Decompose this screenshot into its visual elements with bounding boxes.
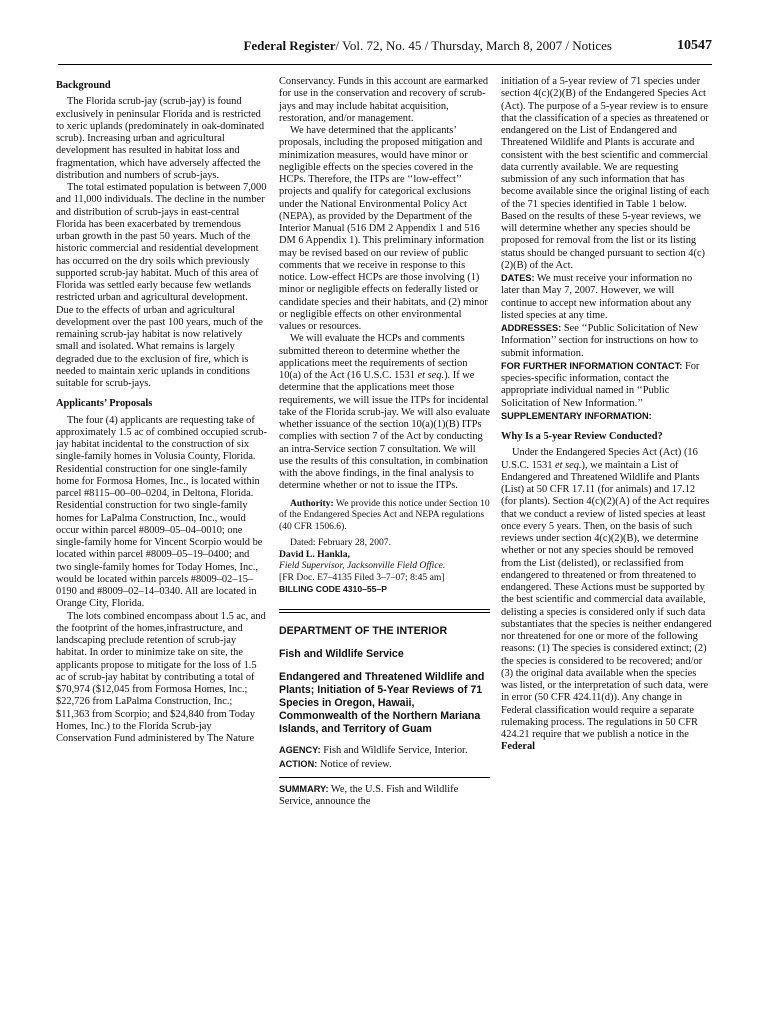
contact-line: FOR FURTHER INFORMATION CONTACT: For species-specific information, contact the appropriate individual named in ‘‘Public Solicitation of New Information.’’	[501, 360, 700, 409]
paragraph: Conservancy. Funds in this account are earmarked for use in the conservation and recovery of scrub-jays and may include habitat acquisition, restoration, and/or management.	[279, 76, 489, 124]
action-line: ACTION: Notice of review.	[279, 758, 392, 770]
header-title: Federal Register/ Vol. 72, No. 45 / Thursday, March 8, 2007 / Notices	[243, 38, 612, 53]
column-1	[56, 76, 267, 745]
agency-heading: Fish and Wildlife Service	[279, 648, 404, 661]
paragraph: initiation of a 5-year review of 71 species under section 4(c)(2)(B) of the Endangered Species Act (Act). The purpose of a 5-year review is to ensure that the classification of a species as threatened or endangered on the List of Endangered and Threatened Wildlife and Plants is accurate and consistent with the best scientific and commercial data currently available. We are requesting submission of any such information that has become available since the original listing of each of the 71 species identified in Table 1 below. Based on the results of these 5-year reviews, we will determine whether any species should be proposed for removal from the list or its listing status should be changed pursuant to section 4(c)(2)(B) of the Act.	[501, 76, 710, 271]
paragraph: The total estimated population is between 7,000 and 11,000 individuals. The decline in the number and distribution of scrub-jays in east-central Florida has been exacerbated by tremendous urban growth in the past 50 years. Much of the historic commercial and residential development has occurred on the dry soils which previously supported scrub-jay habitat. Much of this area of Florida was settled early because few wetlands restricted urban and agricultural development. Due to the effects of urban and agricultural development over the past 100 years, much of the remaining scrub-jay habitat is now relatively small and isolated. What remains is largely degraded due to the exclusion of fire, which is needed to maintain xeric uplands in conditions suitable for scrub-jays.	[56, 182, 267, 389]
paragraph: We will evaluate the HCPs and comments submitted thereon to determine whether the applications meet the requirements of section 10(a) of the Act (16 U.S.C. 1531 et seq.). If we determine that the applications meet those requirements, we will issue the ITPs for incidental take of the Florida scrub-jay. We will also evaluate whether issuance of the section 10(a)(1)(B) ITPs complies with section 7 of the Act by conducting an intra-Service section 7 consultation. We will use the results of this consultation, in combination with the above findings, in the final analysis to determine whether or not to issue the ITPs.	[279, 333, 490, 492]
addresses-line: ADDRESSES: See ‘‘Public Solicitation of New Information’’ section for instructions on how to submit information.	[501, 323, 699, 359]
agency-line: AGENCY: Fish and Wildlife Service, Interior.	[279, 745, 468, 757]
paragraph: The lots combined encompass about 1.5 ac, and the footprint of the homes,infrastructure, and landscaping preclude retention of scrub-jay habitat. In order to minimize take on site, the applicants propose to mitigate for the loss of 1.5 ac of scrub-jay habitat by contributing a total of $70,974 ($12,045 from Formosa Homes, Inc.; $22,726 from LaPalma Construction, Inc.; $11,363 from Scorpio; and $24,840 from Today Homes, Inc.) to the Florida Scrub-jay Conservation Fund administered by The Nature	[56, 610, 266, 744]
authority-note: Authority: We provide this notice under Section 10 of the Endangered Species Act and NEPA regulations (40 CFR 1506.6).	[279, 497, 490, 532]
page-number: 10547	[677, 38, 712, 53]
running-header	[58, 36, 712, 65]
billing-code: BILLING CODE 4310–55–P	[279, 584, 387, 594]
document-title: Endangered and Threatened Wildlife and Plants; Initiation of 5-Year Reviews of 71 Species in Oregon, Hawaii, Commonwealth of the Northern Mariana Islands, and Territory of Guam	[279, 671, 485, 736]
separator-rule	[279, 612, 490, 613]
dated-line: Dated: February 28, 2007.	[290, 537, 391, 548]
paragraph: Under the Endangered Species Act (Act) (16 U.S.C. 1531 et seq.), we maintain a List of Endangered and Threatened Wildlife and Plants (List) at 50 CFR 17.11 (for animals) and 17.12 (for plants). Section 4(c)(2)(A) of the Act requires that we conduct a review of listed species at least once every 5 years. Then, on the basis of such reviews under section 4(c)(2)(B), we determine whether or not any species should be removed from the List (delisted), or reclassified from endangered to threatened or from threatened to endangered. These Actions must be supported by the best scientific and commercial data available, delisting a species is considered only if such data substantiates that the species is neither endangered nor threatened for one or more of the following reasons: (1) The species is considered extinct; (2) the species is considered to be recovered; and/or (3) the original data available when the species was listed, or the interpretation of such data, were in error (50 CFR 424.11(d)). Any change in Federal classification would require a separate rulemaking process. The regulations in 50 CFR 424.21 require that we publish a notice in the Federal	[501, 447, 712, 753]
signer-title: Field Supervisor, Jacksonville Field Office.	[279, 560, 446, 571]
column-2	[279, 76, 490, 808]
section-heading: Applicants’ Proposals	[56, 398, 153, 410]
summary-line: SUMMARY: We, the U.S. Fish and Wildlife Service, announce the	[279, 783, 459, 807]
dates-line: DATES: We must receive your information no later than May 7, 2007. However, we will continue to accept new information about any listed species at any time.	[501, 273, 693, 321]
section-heading: Background	[56, 80, 111, 91]
fr-doc-line: [FR Doc. E7–4135 Filed 3–7–07; 8:45 am]	[279, 571, 445, 583]
signer-name: David L. Hankla,	[279, 548, 350, 560]
paragraph: We have determined that the applicants’ proposals, including the proposed mitigation and minimization measures, would have minor or negligible effects on the species covered in the HCPs. Therefore, the ITPs are ‘‘low-effect’’ projects and qualify for categorical exclusions under the National Environmental Policy Act (NEPA), as provided by the Department of the Interior Manual (516 DM 2 Appendix 1 and 516 DM 6 Appendix 1). This preliminary information may be revised based on our review of public comments that we receive in response to this notice. Low-effect HCPs are those involving (1) minor or negligible effects on federally listed or candidate species and their habitats, and (2) minor or negligible effects on other environmental values or resources.	[279, 125, 488, 332]
paragraph: The four (4) applicants are requesting take of approximately 1.5 ac of combined occupied scrub-jay habitat incidental to the construction of six single-family homes in Volusia County, Florida. Residential construction for one single-family home for Formosa Homes, Inc., is located within parcel #8115–00–00–0204, in Deltona, Florida. Residential construction for two single-family homes for LaPalma Construction, Inc., would occur within parcel #8009–05–04–0010; one single-family home for Vincent Scorpio would be located within parcel #8009–05–19–0400; and two single-family homes for Today Homes, Inc., would be located within parcels #8009–02–15–0190 and #8009–02–14–0340. All are located in Orange City, Florida.	[56, 414, 267, 610]
department-heading: DEPARTMENT OF THE INTERIOR	[279, 625, 448, 638]
separator-rule	[279, 777, 490, 778]
column-3	[501, 76, 712, 754]
section-heading: Why Is a 5-year Review Conducted?	[501, 431, 663, 442]
paragraph: The Florida scrub-jay (scrub-jay) is found exclusively in peninsular Florida and is restricted to xeric uplands (predominately in oak-dominated scrub). Increasing urban and agricultural development has resulted in habitat loss and fragmentation, which have adversely affected the distribution and numbers of scrub-jays.	[56, 96, 265, 181]
separator-rule	[279, 609, 490, 610]
supplementary-label: SUPPLEMENTARY INFORMATION:	[501, 410, 652, 421]
